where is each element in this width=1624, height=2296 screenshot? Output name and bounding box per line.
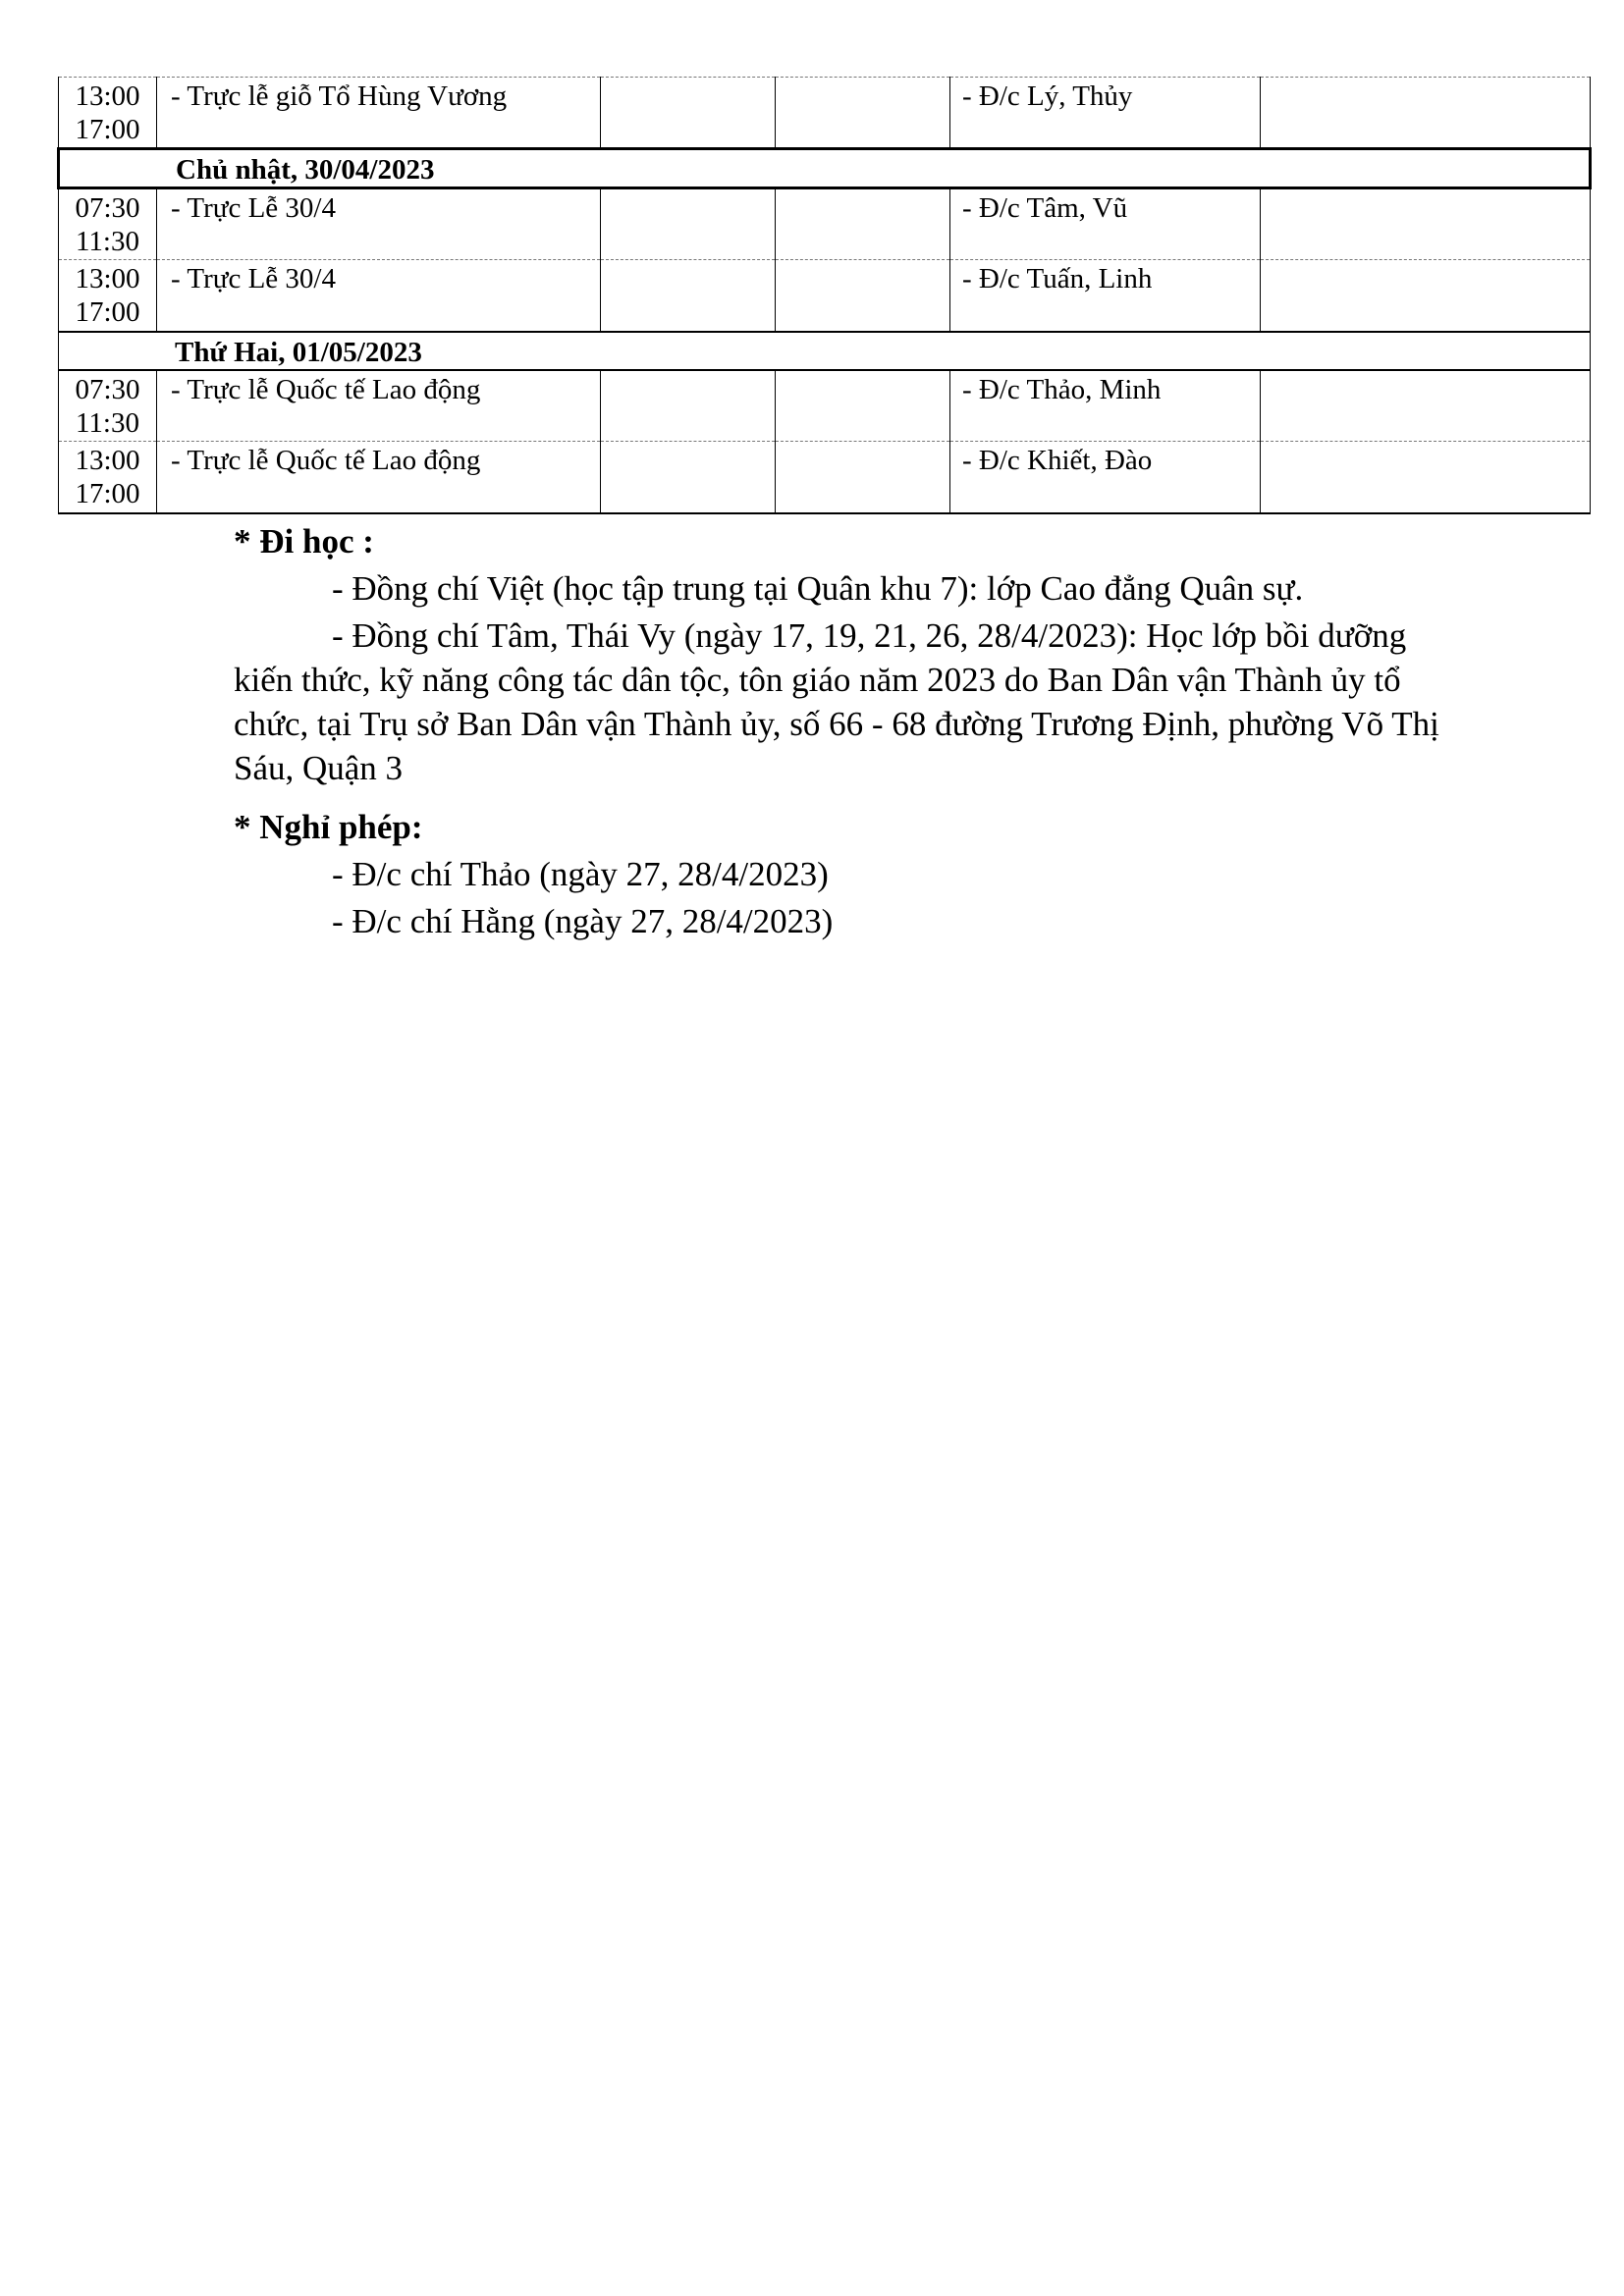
empty-cell [601, 78, 776, 149]
table-row [59, 442, 1591, 513]
empty-cell [601, 370, 776, 442]
empty-cell [601, 442, 776, 513]
content-cell: - Trực lễ Quốc tế Lao động [157, 370, 601, 442]
time-cell [59, 260, 157, 332]
empty-cell [1261, 370, 1591, 442]
day-header-row [59, 149, 1591, 188]
study-item: - Đồng chí Việt (học tập trung tại Quân khu 7): lớp Cao đẳng Quân sự. [332, 569, 1304, 608]
end-time: 11:30 [76, 406, 139, 439]
person-cell: - Đ/c Tuấn, Linh [950, 260, 1261, 332]
table-row [59, 370, 1591, 442]
start-time: 07:30 [75, 192, 140, 224]
study-item: - Đồng chí Tâm, Thái Vy (ngày 17, 19, 21, 26, 28/4/2023): Học lớp bồi dưỡng kiến thức, kỹ năng công tác dân tộc, tôn giáo năm 2023 do Ban Dân vận Thành ủy tổ chức, tại Trụ sở Ban Dân vận Thành ủy, số 66 - 68 đường Trương Định, phường Võ Thị Sáu, Quận 3 [234, 616, 1439, 787]
notes-section [234, 519, 1451, 946]
person-cell: - Đ/c Lý, Thủy [950, 78, 1261, 149]
leave-item: - Đ/c chí Thảo (ngày 27, 28/4/2023) [332, 855, 829, 893]
day-label: Chủ nhật, 30/04/2023 [59, 149, 1591, 188]
person-cell: - Đ/c Khiết, Đào [950, 442, 1261, 513]
time-cell [59, 78, 157, 149]
end-time: 17:00 [75, 296, 140, 328]
table-row [59, 188, 1591, 260]
empty-cell [601, 188, 776, 260]
empty-cell [1261, 188, 1591, 260]
leave-heading: * Nghỉ phép: [234, 808, 423, 846]
end-time: 17:00 [75, 478, 140, 509]
content-cell: - Trực lễ Quốc tế Lao động [157, 442, 601, 513]
empty-cell [1261, 260, 1591, 332]
content-cell: - Trực Lễ 30/4 [157, 260, 601, 332]
table-row [59, 260, 1591, 332]
end-time: 17:00 [75, 114, 140, 145]
leave-item: - Đ/c chí Hằng (ngày 27, 28/4/2023) [332, 902, 834, 940]
empty-cell [776, 442, 950, 513]
empty-cell [776, 370, 950, 442]
section-spacer [234, 793, 1451, 805]
time-cell [59, 370, 157, 442]
table-row [59, 78, 1591, 149]
start-time: 13:00 [75, 445, 140, 476]
day-header-row [59, 332, 1591, 370]
empty-cell [776, 78, 950, 149]
day-label: Thứ Hai, 01/05/2023 [59, 332, 1591, 370]
start-time: 07:30 [75, 373, 140, 405]
empty-cell [776, 188, 950, 260]
empty-cell [1261, 78, 1591, 149]
study-heading: * Đi học : [234, 522, 374, 561]
start-time: 13:00 [75, 263, 140, 294]
time-cell [59, 442, 157, 513]
empty-cell [776, 260, 950, 332]
schedule-table [57, 77, 1592, 514]
person-cell: - Đ/c Thảo, Minh [950, 370, 1261, 442]
content-cell: - Trực lễ giỗ Tổ Hùng Vương [157, 78, 601, 149]
start-time: 13:00 [75, 80, 140, 112]
time-cell [59, 188, 157, 260]
person-cell: - Đ/c Tâm, Vũ [950, 188, 1261, 260]
empty-cell [601, 260, 776, 332]
empty-cell [1261, 442, 1591, 513]
content-cell: - Trực Lễ 30/4 [157, 188, 601, 260]
end-time: 11:30 [76, 226, 139, 257]
